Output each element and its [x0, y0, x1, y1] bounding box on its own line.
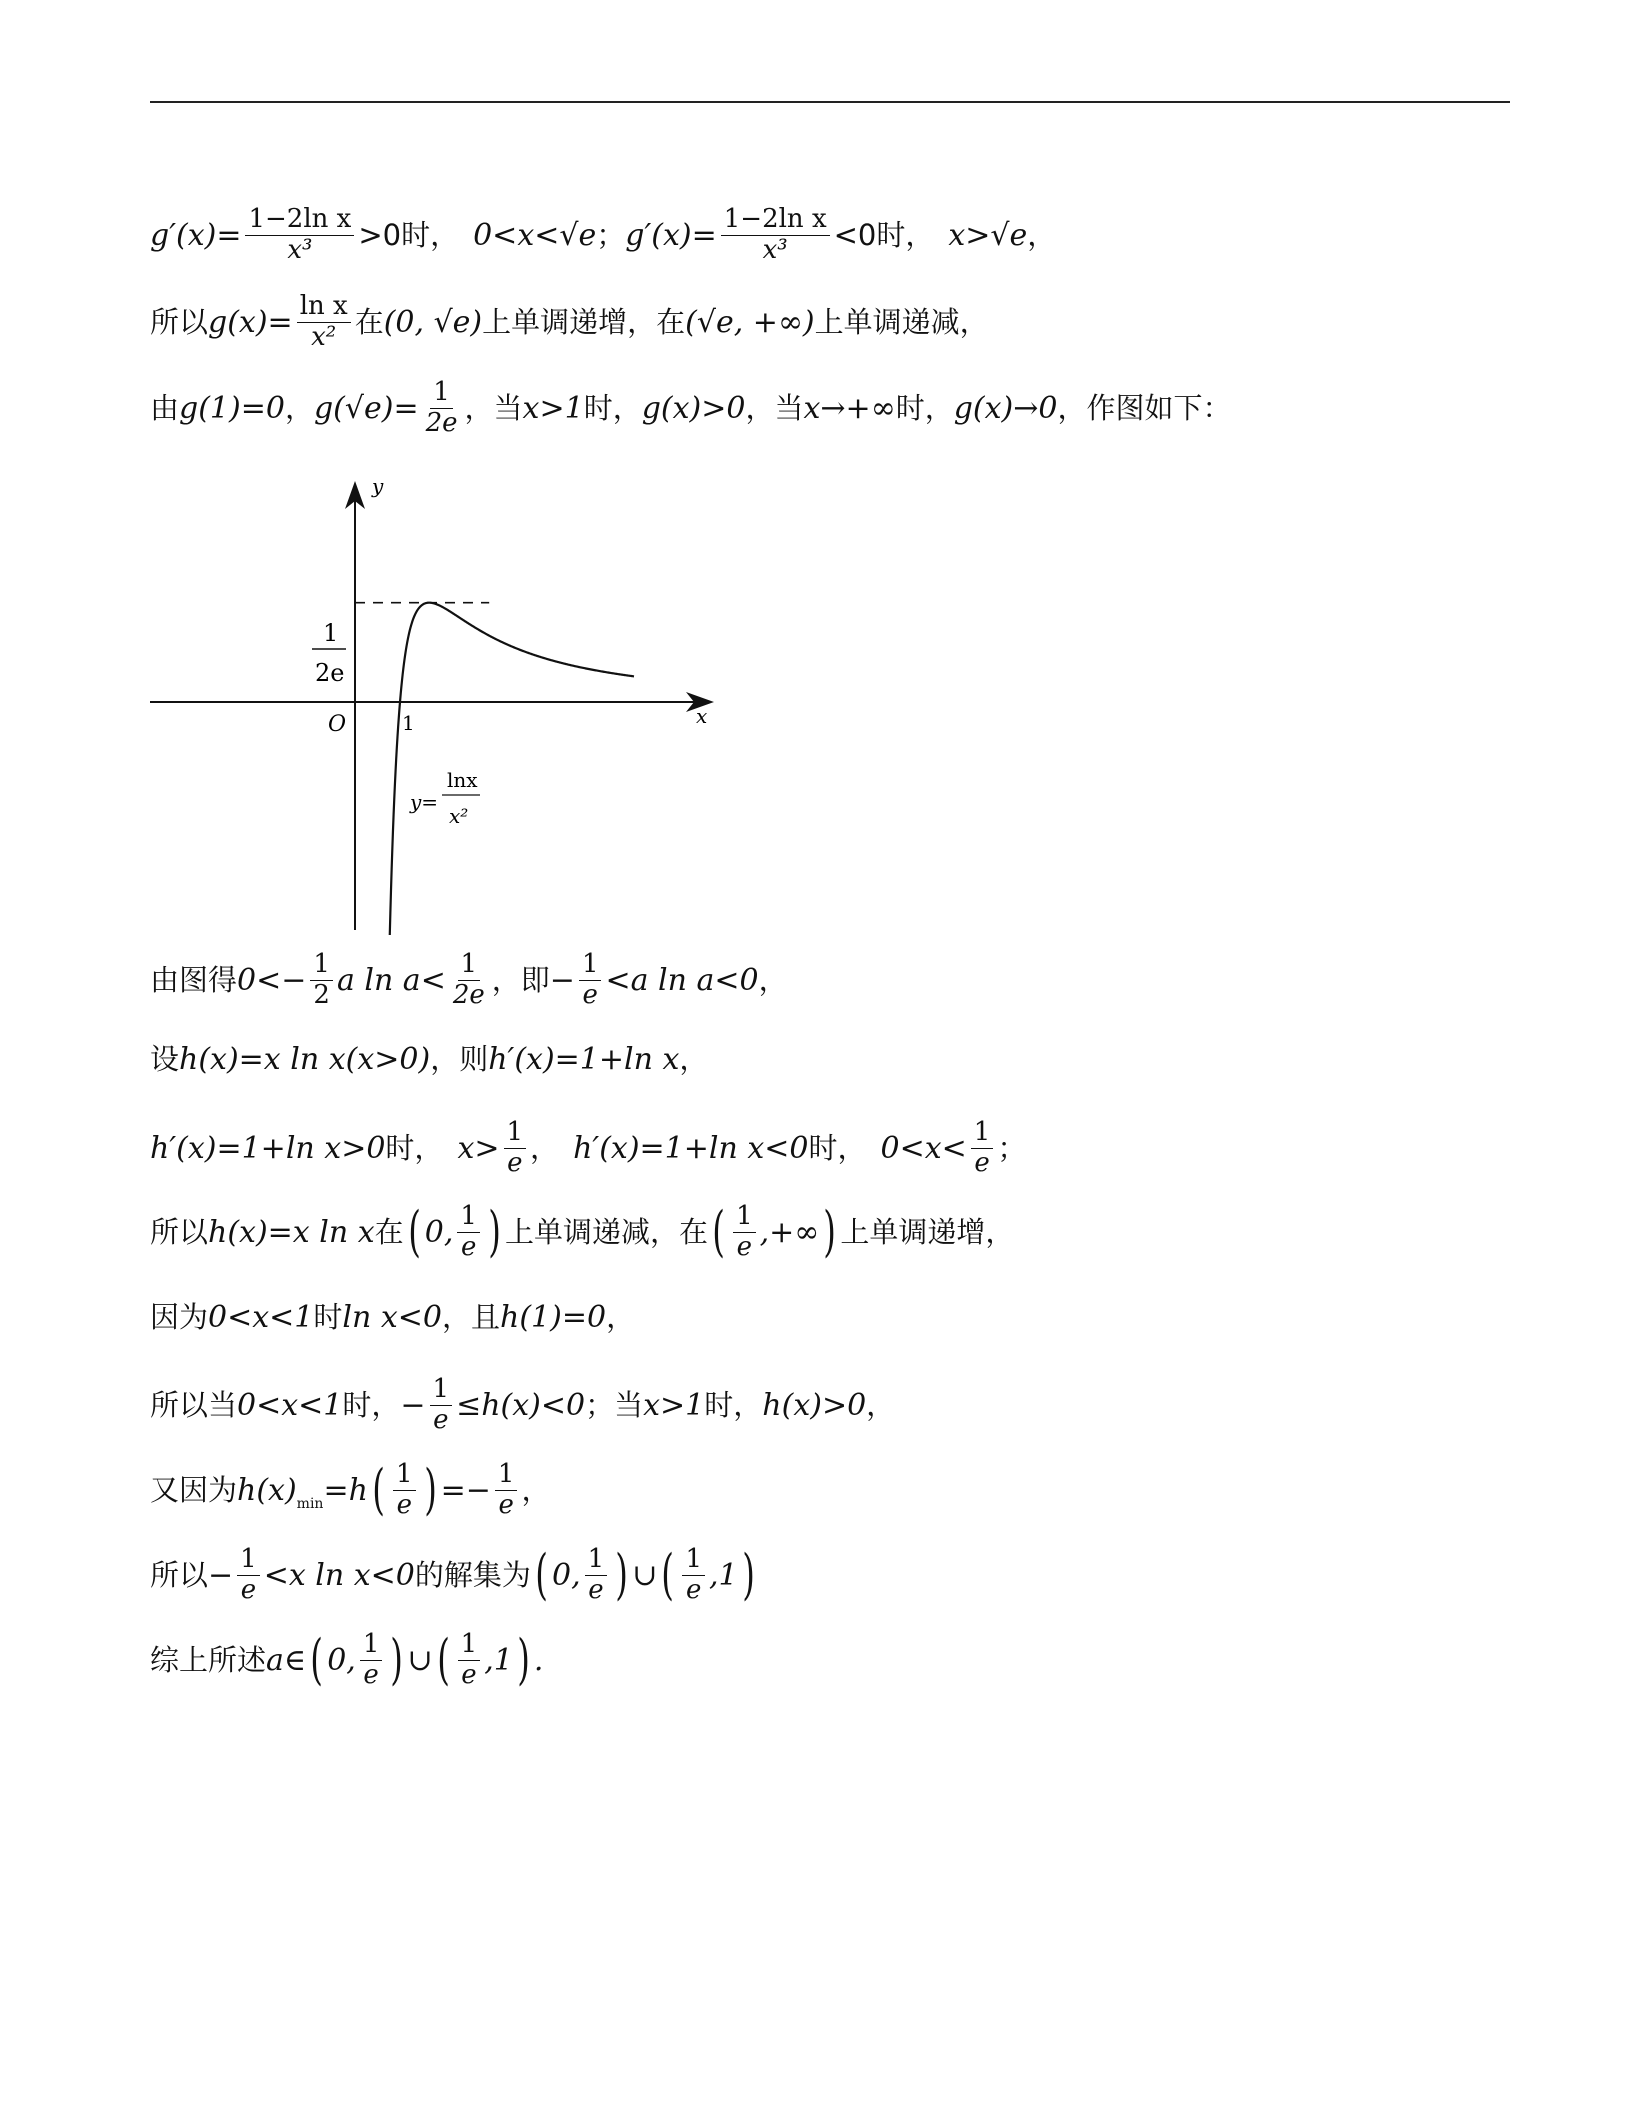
math: 0<x<1 [208, 1300, 314, 1335]
math: − [549, 962, 575, 998]
line-h-range [150, 1375, 895, 1436]
fraction [733, 1202, 756, 1263]
math: − [400, 1387, 426, 1423]
fraction-num: 1 [971, 1118, 994, 1149]
fraction-num: 1 [458, 1630, 481, 1661]
math: ln x<0 [342, 1300, 443, 1335]
text: ， [679, 1041, 709, 1076]
text: 上单调递减， [814, 304, 989, 339]
text: 上单调递增，在 [482, 304, 686, 339]
math: ,1 [484, 1642, 513, 1678]
text: 时 [313, 1299, 343, 1334]
fraction-den: x² [311, 321, 337, 352]
paren-left: ( [535, 1543, 548, 1607]
paren-left: ( [436, 1628, 450, 1692]
text: 所以 [150, 1214, 209, 1249]
text: 由 [150, 390, 180, 425]
text: 设 [150, 1041, 180, 1076]
math: g(√e)= [313, 390, 419, 426]
fraction [297, 292, 351, 353]
fraction [504, 1118, 527, 1179]
origin-label: O [328, 712, 347, 737]
fraction-den: 2e [425, 407, 458, 438]
line-conclusion [150, 1630, 543, 1691]
fraction [237, 1545, 260, 1606]
fraction-num: 1 [585, 1545, 608, 1576]
math: g(x)→0 [953, 390, 1058, 426]
math: g(x)>0 [641, 390, 746, 426]
math: ,+∞ [759, 1214, 820, 1250]
fraction-num: 1 [237, 1545, 260, 1576]
fraction [458, 1630, 481, 1691]
fraction-den: 2e [452, 979, 485, 1010]
line-from-graph [150, 950, 788, 1011]
fraction-den: e [588, 1574, 604, 1605]
y-tick-num: 1 [323, 619, 339, 647]
text: 在 [354, 304, 384, 339]
text: ，则 [430, 1041, 489, 1076]
text: 所以当 [150, 1387, 238, 1422]
function-graph [150, 475, 720, 935]
math: <x ln x<0 [263, 1557, 415, 1593]
text: ，作图如下： [1057, 390, 1232, 425]
fraction-den: e [240, 1574, 257, 1605]
fraction [457, 1202, 480, 1263]
math: x>1 [643, 1387, 705, 1423]
text: 时， [583, 390, 642, 425]
fraction [585, 1545, 608, 1606]
text: 综上所述 [150, 1642, 267, 1677]
text: 的解集为 [414, 1557, 531, 1592]
math: g(x)= [208, 304, 293, 340]
fraction-num: 1 [458, 950, 481, 981]
math: h(x)=x ln x(x>0) [179, 1042, 431, 1077]
curve-label-num: lnx [447, 768, 478, 792]
fraction-den: 2 [313, 979, 330, 1010]
paren-left: ( [407, 1200, 421, 1264]
curve-lnx-over-x2 [375, 603, 634, 935]
paren-right: ) [741, 1543, 755, 1607]
math: 0, [551, 1557, 581, 1593]
fraction-num: 1 [430, 1375, 453, 1406]
fraction-num: 1 [579, 950, 602, 981]
text: ， [530, 1130, 560, 1165]
math: 0<x<1 [237, 1387, 343, 1423]
y-axis-label: y [372, 475, 384, 498]
text: ； [596, 217, 626, 252]
math: <a ln a<0 [605, 962, 759, 998]
math: x→+∞ [803, 390, 896, 426]
math: (√e, +∞) [685, 304, 815, 340]
text: ， [866, 1387, 896, 1422]
math: a ln a< [336, 962, 446, 998]
math: 0<x<√e [473, 217, 597, 253]
curve-label-den: x² [449, 804, 469, 828]
paren-right: ) [615, 1543, 629, 1607]
fraction-num: 1 [457, 1202, 480, 1233]
text: 时， [704, 1387, 763, 1422]
fraction [310, 950, 333, 1011]
fraction-num: 1−2ln x [245, 205, 354, 236]
fraction [430, 1375, 453, 1436]
curve-label-prefix: y= [410, 790, 439, 814]
text: ， [1027, 217, 1057, 252]
fraction-den: x³ [762, 234, 788, 265]
fraction [423, 378, 461, 439]
math: x>1 [522, 390, 584, 426]
text: 在 [374, 1214, 404, 1249]
fraction-num: 1 [393, 1460, 416, 1491]
fraction [393, 1460, 416, 1521]
math: =h [323, 1472, 368, 1508]
math: h(x)>0 [762, 1387, 867, 1423]
math: ∪ [632, 1557, 658, 1593]
fraction-den: e [498, 1489, 514, 1520]
fraction [450, 950, 488, 1011]
paren-right: ) [823, 1200, 837, 1264]
text: ；当 [585, 1387, 644, 1422]
paren-left: ( [372, 1458, 385, 1522]
line-monotonic-g [150, 292, 989, 353]
fraction-den: e [433, 1404, 449, 1435]
text: 时， [895, 390, 954, 425]
header-rule [150, 101, 1510, 103]
fraction-num: ln x [297, 292, 351, 323]
fraction-num: 1−2ln x [721, 205, 830, 236]
math: 0<x< [880, 1130, 967, 1166]
math: ∪ [407, 1642, 433, 1678]
fraction-num: 1 [430, 378, 453, 409]
text: ，且 [442, 1299, 501, 1334]
text: ，当 [464, 390, 523, 425]
math: x>√e [948, 217, 1028, 253]
x-axis-label: x [696, 704, 708, 728]
fraction [682, 1545, 705, 1606]
text: ； [997, 1130, 1027, 1165]
paren-right: ) [390, 1628, 404, 1692]
fraction-num: 1 [682, 1545, 705, 1576]
fraction [245, 205, 354, 266]
paren-right: ) [423, 1458, 437, 1522]
math: h(x) [237, 1472, 297, 1508]
x-tick-label-1: 1 [402, 711, 415, 735]
fraction [579, 950, 602, 1011]
line-monotonic-h [150, 1202, 1014, 1263]
fraction-den: e [460, 1231, 477, 1262]
math: g(1)=0 [179, 390, 285, 426]
fraction-den: e [507, 1147, 523, 1178]
math: 0, [327, 1642, 356, 1678]
fraction-den: e [736, 1231, 753, 1262]
math: ,1 [709, 1557, 738, 1593]
text: 时， [808, 1130, 867, 1165]
fraction-den: x³ [287, 234, 313, 265]
subscript-min: min [296, 1495, 324, 1512]
math: 0, [424, 1214, 454, 1250]
fraction-den: e [974, 1147, 990, 1178]
text: ，即 [491, 962, 550, 997]
text: ， [758, 962, 788, 997]
line-h-min [150, 1460, 550, 1521]
text: <0时， [833, 217, 935, 252]
math: h′(x)=1+ln x [488, 1042, 680, 1077]
math: h(x)=x ln x [208, 1214, 375, 1250]
text: ， [521, 1472, 551, 1507]
text: 上单调递增， [840, 1214, 1015, 1249]
paren-right: ) [488, 1200, 501, 1264]
fraction-num: 1 [504, 1118, 527, 1149]
text: ， [606, 1299, 636, 1334]
math: g′(x)= [150, 217, 242, 253]
math: − [208, 1557, 234, 1593]
fraction-num: 1 [360, 1630, 383, 1661]
text: 因为 [150, 1299, 209, 1334]
text: >0时， [358, 217, 460, 252]
math: h′(x)=1+ln x>0 [150, 1130, 386, 1166]
fraction-den: e [396, 1489, 412, 1520]
paren-left: ( [310, 1628, 323, 1692]
line-derivative-sign [150, 205, 1056, 266]
math: a∈ [266, 1642, 307, 1678]
text: 又因为 [150, 1472, 238, 1507]
math: g′(x)= [625, 217, 717, 253]
y-tick-den: 2e [315, 659, 345, 687]
text: 时， [342, 1387, 401, 1422]
math: x> [457, 1130, 500, 1166]
paren-right: ) [517, 1628, 530, 1692]
math: h(1)=0 [500, 1300, 607, 1335]
line-h-derivative-sign [150, 1118, 1026, 1179]
fraction-num: 1 [495, 1460, 518, 1491]
math: 0<− [237, 962, 307, 998]
fraction [360, 1630, 383, 1691]
fraction-den: e [461, 1659, 477, 1690]
text: 所以 [150, 1557, 209, 1592]
fraction-den: e [363, 1659, 379, 1690]
math: =− [440, 1472, 491, 1508]
text: 时， [385, 1130, 444, 1165]
fraction [721, 205, 830, 266]
fraction [971, 1118, 994, 1179]
line-define-h [150, 1040, 708, 1079]
fraction-den: e [686, 1574, 702, 1605]
text: ，当 [745, 390, 804, 425]
fraction-num: 1 [310, 950, 333, 981]
math: h′(x)=1+ln x<0 [573, 1130, 809, 1166]
text: 上单调递减，在 [504, 1214, 708, 1249]
fraction [495, 1460, 518, 1521]
fraction-num: 1 [733, 1202, 756, 1233]
text: 所以 [150, 304, 209, 339]
text: 由图得 [150, 962, 238, 997]
paren-left: ( [712, 1200, 725, 1264]
text: ， [284, 390, 314, 425]
math: (0, √e) [383, 304, 483, 340]
line-solution-set [150, 1545, 759, 1606]
paren-left: ( [661, 1543, 675, 1607]
math: . [533, 1642, 544, 1678]
math: ≤h(x)<0 [456, 1387, 586, 1423]
line-g-values [150, 378, 1231, 439]
fraction-den: e [582, 979, 598, 1010]
line-because [150, 1298, 635, 1337]
